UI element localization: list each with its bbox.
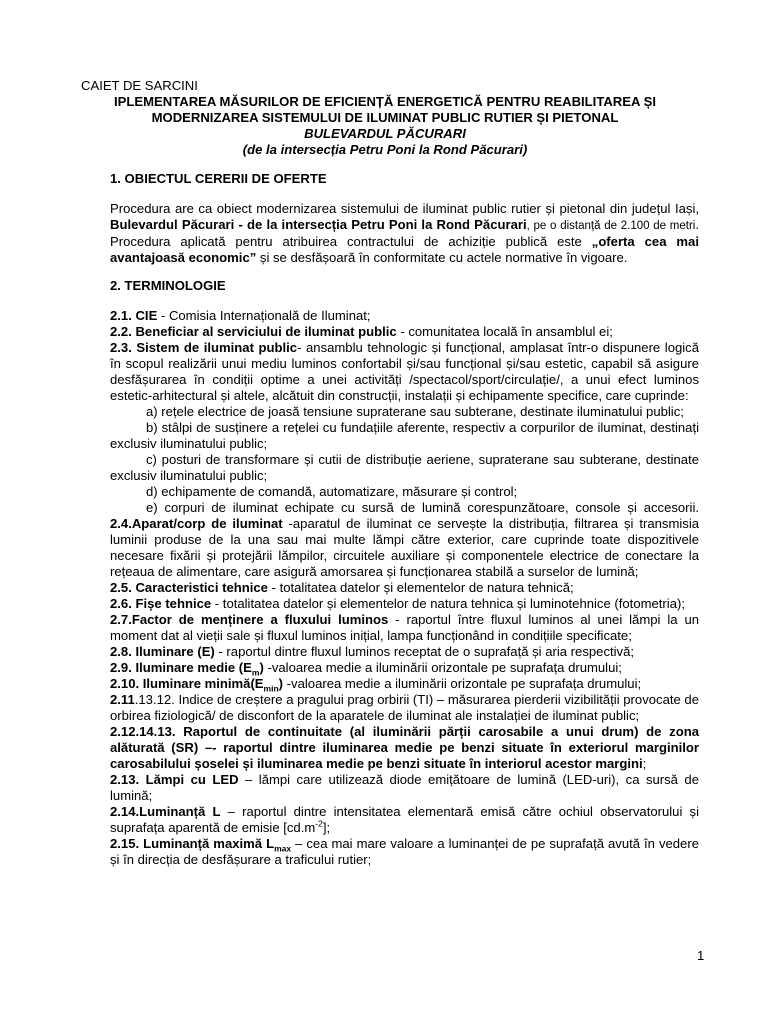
term-2-7: [110, 612, 699, 644]
document-label: CAIET DE SARCINI: [81, 78, 198, 93]
term-2-9: [110, 660, 699, 676]
term-2-10: [110, 676, 699, 692]
term-2-11: [110, 692, 699, 724]
text-run: , pe o distanță de 2.100 de metri: [526, 220, 696, 232]
term-text: -aparatul de iluminat ce servește la distribuția, filtrarea și transmisia luminii produse de la una sau mai multe lămpi către exterior, care cuprinde toate dispozitivele necesare fixării și protejării lămpilor, circuitele auxiliare și componentele electrice de conectare la rețeaua de alimentare, care asigură amorsarea și funcționarea stabilă a surselor de lumină;: [110, 516, 700, 579]
term-2-2: [110, 324, 699, 340]
term-text: - ansamblu tehnologic și funcțional, amplasat într-o dispunere logică în scopul realizării unui mediu luminos confortabil și/sau funcțional și/sau estetic, capabil să asigure desfășurarea în condiții optime a unei activități /spectacol/sport/circulație/, a unui efect luminos estetic-arhitectural și altele, alcătuit din construcții, instalații și echipamente specifice, care cuprinde:: [110, 340, 699, 403]
term-title: 2.8. Iluminare (E): [110, 644, 215, 659]
term-2-5: [110, 580, 699, 596]
term-2-15: [110, 836, 699, 868]
term-2-6: [110, 596, 699, 612]
term-text: – raportul dintre intensitatea elementară emisă către ochiul observatorului și suprafața aparentă de emisie [cd.m: [110, 804, 699, 835]
term-title: 2.14.Luminanță L: [110, 804, 221, 819]
term-2-12: [110, 724, 699, 772]
list-item-c: c) posturi de transformare și cutii de distribuție aeriene, supraterane sau subterane, destinate exclusiv iluminatului public;: [110, 452, 699, 483]
term-2-8: [110, 644, 699, 660]
term-title: 2.4.Aparat/corp de iluminat: [110, 516, 283, 531]
text-run: Procedura are ca obiect modernizarea sistemului de iluminat public rutier și pietonal din județul Iași,: [110, 201, 699, 216]
term-title: 2.2. Beneficiar al serviciului de iluminat public: [110, 324, 397, 339]
term-text: .13.12. Indice de creștere a pragului prag orbirii (TI) – măsurarea pierderii vizibilității provocate de orbirea fiziologică/ de disconfort de la aparatele de iluminat ale instalației de iluminat public;: [110, 692, 699, 723]
text-run-bold: „oferta cea mai avantajoasă economic”: [110, 234, 699, 265]
title-line-3: BULEVARDUL PĂCURARI: [304, 126, 466, 141]
document-title: [100, 94, 670, 158]
section-1-paragraph: [110, 201, 699, 266]
term-title: 2.5. Caracteristici tehnice: [110, 580, 268, 595]
text-run-bold: Bulevardul Păcurari - de la intersecția Petru Poni la Rond Păcurari: [110, 217, 527, 232]
subscript: max: [274, 843, 292, 854]
term-title: 2.6. Fișe tehnice: [110, 596, 212, 611]
page-number: 1: [697, 948, 705, 963]
section-2-heading: 2. TERMINOLOGIE: [110, 278, 226, 293]
text-run: și se desfășoară în conformitate cu actele normative în vigoare.: [256, 250, 628, 265]
term-2-3: [110, 340, 699, 404]
term-title: ): [278, 676, 284, 691]
term-title: 2.7.Factor de menținere a fluxului luminos: [110, 612, 389, 627]
subscript: m: [251, 667, 260, 678]
term-title: 2.13. Lămpi cu LED: [110, 772, 239, 787]
term-text: – cea mai mare valoare a luminanței de pe suprafață avută în vedere și în direcția de desfășurare a traficului rutier;: [110, 836, 699, 867]
term-title: 2.15. Luminanță maximă L: [110, 836, 275, 851]
title-line-4: (de la intersecția Petru Poni la Rond Păcurari): [242, 142, 528, 157]
term-text: ];: [322, 820, 331, 835]
section-2-body: [110, 308, 699, 868]
term-text: - Comisia Internațională de Iluminat;: [157, 308, 371, 323]
title-line-1: IPLEMENTAREA MĂSURILOR DE EFICIENȚĂ ENERGETICĂ PENTRU REABILITAREA ȘI: [114, 94, 656, 109]
term-text: - totalitatea datelor și elementelor de natura tehnică;: [267, 580, 574, 595]
term-title: 2.3. Sistem de iluminat public: [110, 340, 298, 355]
list-item-a: a) rețele electrice de joasă tensiune supraterane sau subterane, destinate iluminatului public;: [146, 404, 684, 419]
section-1-heading: 1. OBIECTUL CERERII DE OFERTE: [110, 171, 327, 186]
term-title: 2.11: [110, 692, 135, 707]
term-text: e) corpuri de iluminat echipate cu sursă de lumină corespunzătoare, console și accesorii.: [146, 500, 699, 515]
term-text: -valoarea medie a iluminării orizontale pe suprafața drumului;: [283, 676, 642, 691]
term-title: 2.10. Iluminare minimă(E: [110, 676, 264, 691]
term-text: – lămpi care utilizează diode emițătoare de lumină (LED-uri), ca sursă de lumină;: [110, 772, 699, 803]
term-2-14: [110, 804, 699, 836]
term-title: 2.9. Iluminare medie (E: [110, 660, 252, 675]
term-text: ;: [642, 756, 647, 771]
text-run: . Procedura aplicată pentru atribuirea contractului de achiziție publică este: [110, 217, 699, 249]
list-item-b: b) stâlpi de susținere a rețelei cu fundațiile aferente, respectiv a corpurilor de iluminat, destinați exclusiv iluminatului public;: [110, 420, 699, 451]
term-text: - raportul între fluxul luminos al unei lămpi la un moment dat al vieții sale și fluxul luminos inițial, lampa funcționând in condițiile specificate;: [110, 612, 700, 643]
term-title: 2.1. CIE: [110, 308, 158, 323]
superscript: -2: [315, 818, 323, 829]
term-title: 2.12.14.13. Raportul de continuitate (al iluminării părții carosabile a unui drum) de zona alăturată (SR) –- raportul dintre iluminarea medie pe benzi situate în exteriorul marginilor carosabilului șoselei și iluminarea medie pe benzi situate în interiorul acestor margini: [110, 724, 699, 771]
term-title: ): [259, 660, 264, 675]
term-2-1: [110, 308, 699, 324]
list-item-d: d) echipamente de comandă, automatizare, măsurare și control;: [146, 484, 518, 499]
title-line-2: MODERNIZAREA SISTEMULUI DE ILUMINAT PUBLIC RUTIER ȘI PIETONAL: [151, 110, 619, 125]
term-text: - comunitatea locală în ansamblul ei;: [396, 324, 613, 339]
subscript: min: [263, 683, 279, 694]
term-text: - raportul dintre fluxul luminos receptat de o suprafață și aria respectivă;: [214, 644, 635, 659]
term-text: - totalitatea datelor și elementelor de natura tehnica și luminotehnice (fotometria);: [211, 596, 685, 611]
term-2-13: [110, 772, 699, 804]
term-text: -valoarea medie a iluminării orizontale pe suprafața drumului;: [263, 660, 622, 675]
list-item-e: [110, 500, 699, 580]
